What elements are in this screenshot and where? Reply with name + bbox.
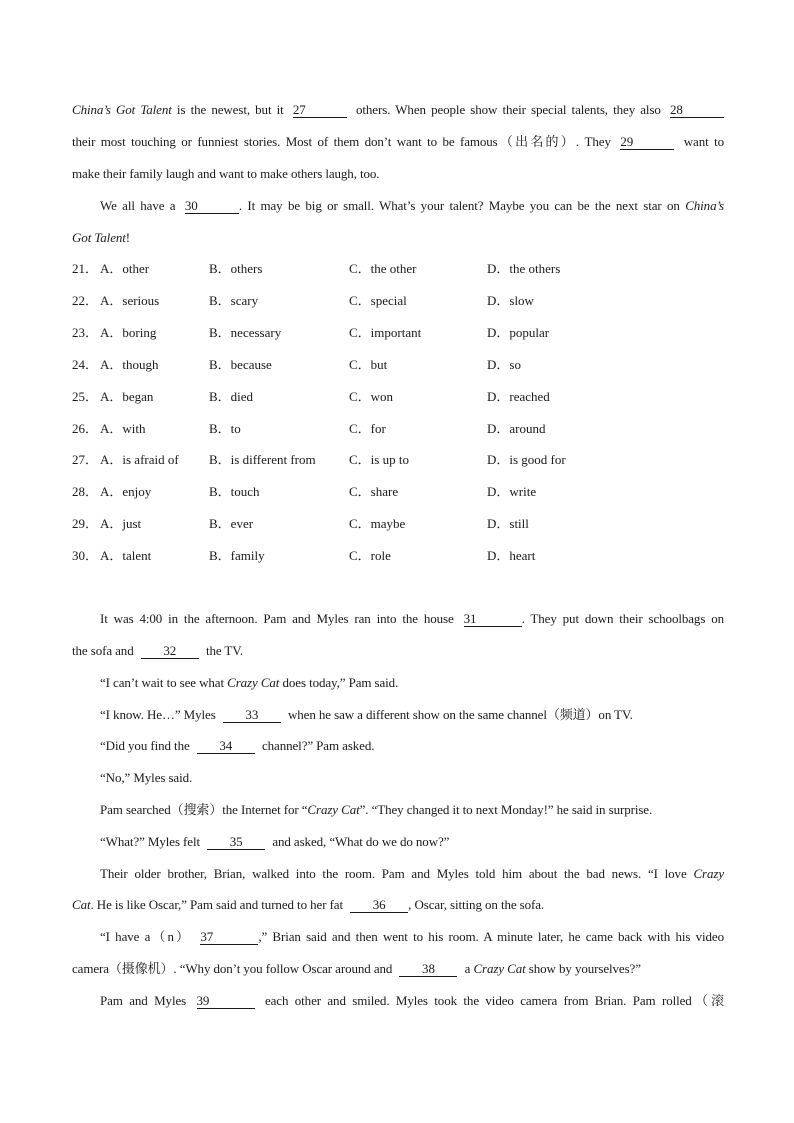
option-row	[72, 388, 712, 406]
option-b[interactable]: B．is different from	[209, 452, 316, 468]
question-number: 24．	[72, 356, 99, 372]
passage2-line-10: Cat. He is like Oscar,” Pam said and turned to her fat 36 , Oscar, sitting on the sofa.	[72, 897, 545, 912]
passage2-line-13: Pam and Myles 39 each other and smiled. Myles took the video camera from Brian. Pam rolled（滚	[100, 993, 725, 1008]
passage1-line-4: We all have a 30 . It may be big or small. What’s your talent? Maybe you can be the next star on China’s	[100, 198, 724, 213]
option-d[interactable]: D．is good for	[487, 452, 566, 468]
option-c[interactable]: C．maybe	[349, 516, 406, 532]
passage2-line-12: camera（摄像机）. “Why don’t you follow Oscar around and 38 a Crazy Cat show by yourselves?”	[72, 961, 641, 976]
option-row	[72, 292, 712, 310]
passage2-line-8: “What?” Myles felt 35 and asked, “What do we do now?”	[100, 834, 450, 849]
blank-37[interactable]: 37	[200, 930, 258, 945]
option-row	[72, 420, 712, 438]
question-number: 26．	[72, 420, 99, 436]
passage2-line-9: Their older brother, Brian, walked into the room. Pam and Myles told him about the bad news. “I love Crazy	[100, 866, 724, 881]
option-c[interactable]: C．for	[349, 420, 386, 436]
option-d[interactable]: D．write	[487, 484, 537, 500]
question-number: 25．	[72, 388, 99, 404]
option-c[interactable]: C．is up to	[349, 452, 409, 468]
passage2-line-2: the sofa and 32 the TV.	[72, 643, 244, 658]
blank-28[interactable]: 28	[670, 103, 724, 118]
blank-33[interactable]: 33	[223, 708, 281, 723]
option-b[interactable]: B．touch	[209, 484, 260, 500]
option-b[interactable]: B．because	[209, 356, 272, 372]
option-a[interactable]: A．is afraid of	[100, 452, 179, 468]
passage1-line-1: China’s Got Talent is the newest, but it 27 others. When people show their special talents, they also 28	[72, 101, 724, 119]
question-number: 29．	[72, 516, 99, 532]
option-a[interactable]: A．other	[100, 261, 150, 276]
passage2-line-4: “I know. He…” Myles 33 when he saw a different show on the same channel（频道）on TV.	[100, 707, 633, 722]
option-a[interactable]: A．began	[100, 388, 154, 404]
option-a[interactable]: A．just	[100, 516, 142, 532]
passage1-line-5: Got Talent!	[72, 230, 131, 245]
passage2-line-7: Pam searched（搜索）the Internet for “Crazy Cat”. “They changed it to next Monday!” he said in surprise.	[100, 802, 653, 817]
option-b[interactable]: B．died	[209, 388, 254, 404]
blank-32[interactable]: 32	[141, 644, 199, 659]
option-b[interactable]: B．necessary	[209, 324, 282, 340]
passage2-line-6: “No,” Myles said.	[100, 770, 193, 785]
blank-31[interactable]: 31	[464, 612, 522, 627]
option-b[interactable]: B．ever	[209, 516, 254, 532]
option-row	[72, 356, 712, 374]
blank-35[interactable]: 35	[207, 835, 265, 850]
show-title: Crazy Cat	[307, 802, 360, 817]
blank-34[interactable]: 34	[197, 739, 255, 754]
option-row	[72, 324, 712, 342]
passage2-line-5: “Did you find the 34 channel?” Pam asked.	[100, 738, 375, 753]
option-a[interactable]: A．enjoy	[100, 484, 152, 500]
option-d[interactable]: D．popular	[487, 324, 550, 340]
option-row	[72, 260, 712, 278]
question-number: 22．	[72, 292, 99, 308]
option-a[interactable]: A．boring	[100, 324, 157, 340]
show-title: Crazy Cat	[227, 675, 280, 690]
blank-27[interactable]: 27	[293, 103, 347, 118]
option-d[interactable]: D．heart	[487, 548, 536, 564]
option-d[interactable]: D．reached	[487, 388, 550, 404]
option-a[interactable]: A．though	[100, 356, 159, 372]
option-row	[72, 515, 712, 533]
blank-38[interactable]: 38	[399, 962, 457, 977]
option-b[interactable]: B．scary	[209, 292, 259, 308]
passage1-line-2: their most touching or funniest stories. Most of them don’t want to be famous（出名的）. They 29 want to	[72, 134, 724, 149]
show-title: Got Talent	[72, 230, 126, 245]
option-a[interactable]: A．serious	[100, 292, 160, 308]
option-c[interactable]: C．role	[349, 548, 391, 564]
option-row	[72, 483, 712, 501]
option-c[interactable]: C．the other	[349, 261, 417, 276]
question-number: 28．	[72, 484, 99, 500]
option-row	[72, 451, 712, 469]
passage2-line-3: “I can’t wait to see what Crazy Cat does today,” Pam said.	[100, 675, 399, 690]
show-title: Crazy Cat	[473, 961, 526, 976]
show-title: Crazy	[693, 866, 724, 881]
question-number: 23．	[72, 324, 99, 340]
blank-30[interactable]: 30	[185, 199, 239, 214]
option-b[interactable]: B．others	[209, 261, 263, 276]
option-c[interactable]: C．won	[349, 388, 394, 404]
question-number: 30．	[72, 548, 99, 564]
passage2-line-11: “I have a（n） 37 ,” Brian said and then went to his room. A minute later, he came back with his video	[100, 929, 724, 944]
option-d[interactable]: D．around	[487, 420, 546, 436]
show-title: Cat	[72, 897, 91, 912]
option-b[interactable]: B．family	[209, 548, 265, 564]
option-d[interactable]: D．slow	[487, 292, 534, 308]
question-number: 27．	[72, 452, 99, 468]
passage1-line-3: make their family laugh and want to make others laugh, too.	[72, 166, 380, 181]
option-d[interactable]: D．so	[487, 356, 521, 372]
blank-36[interactable]: 36	[350, 898, 408, 913]
show-title: China’s	[685, 198, 724, 213]
option-c[interactable]: C．special	[349, 292, 407, 308]
option-d[interactable]: D．still	[487, 516, 529, 532]
option-c[interactable]: C．share	[349, 484, 399, 500]
option-a[interactable]: A．talent	[100, 548, 152, 564]
option-a[interactable]: A．with	[100, 420, 146, 436]
blank-29[interactable]: 29	[620, 135, 674, 150]
blank-39[interactable]: 39	[197, 994, 255, 1009]
option-b[interactable]: B．to	[209, 420, 241, 436]
question-number: 21．	[72, 261, 99, 276]
passage2-line-1: It was 4:00 in the afternoon. Pam and Myles ran into the house 31 . They put down their schoolbags on	[100, 611, 724, 626]
option-row	[72, 547, 712, 565]
option-c[interactable]: C．important	[349, 324, 422, 340]
show-title: China’s Got Talent	[72, 102, 172, 117]
option-d[interactable]: D．the others	[487, 261, 561, 276]
option-c[interactable]: C．but	[349, 356, 388, 372]
